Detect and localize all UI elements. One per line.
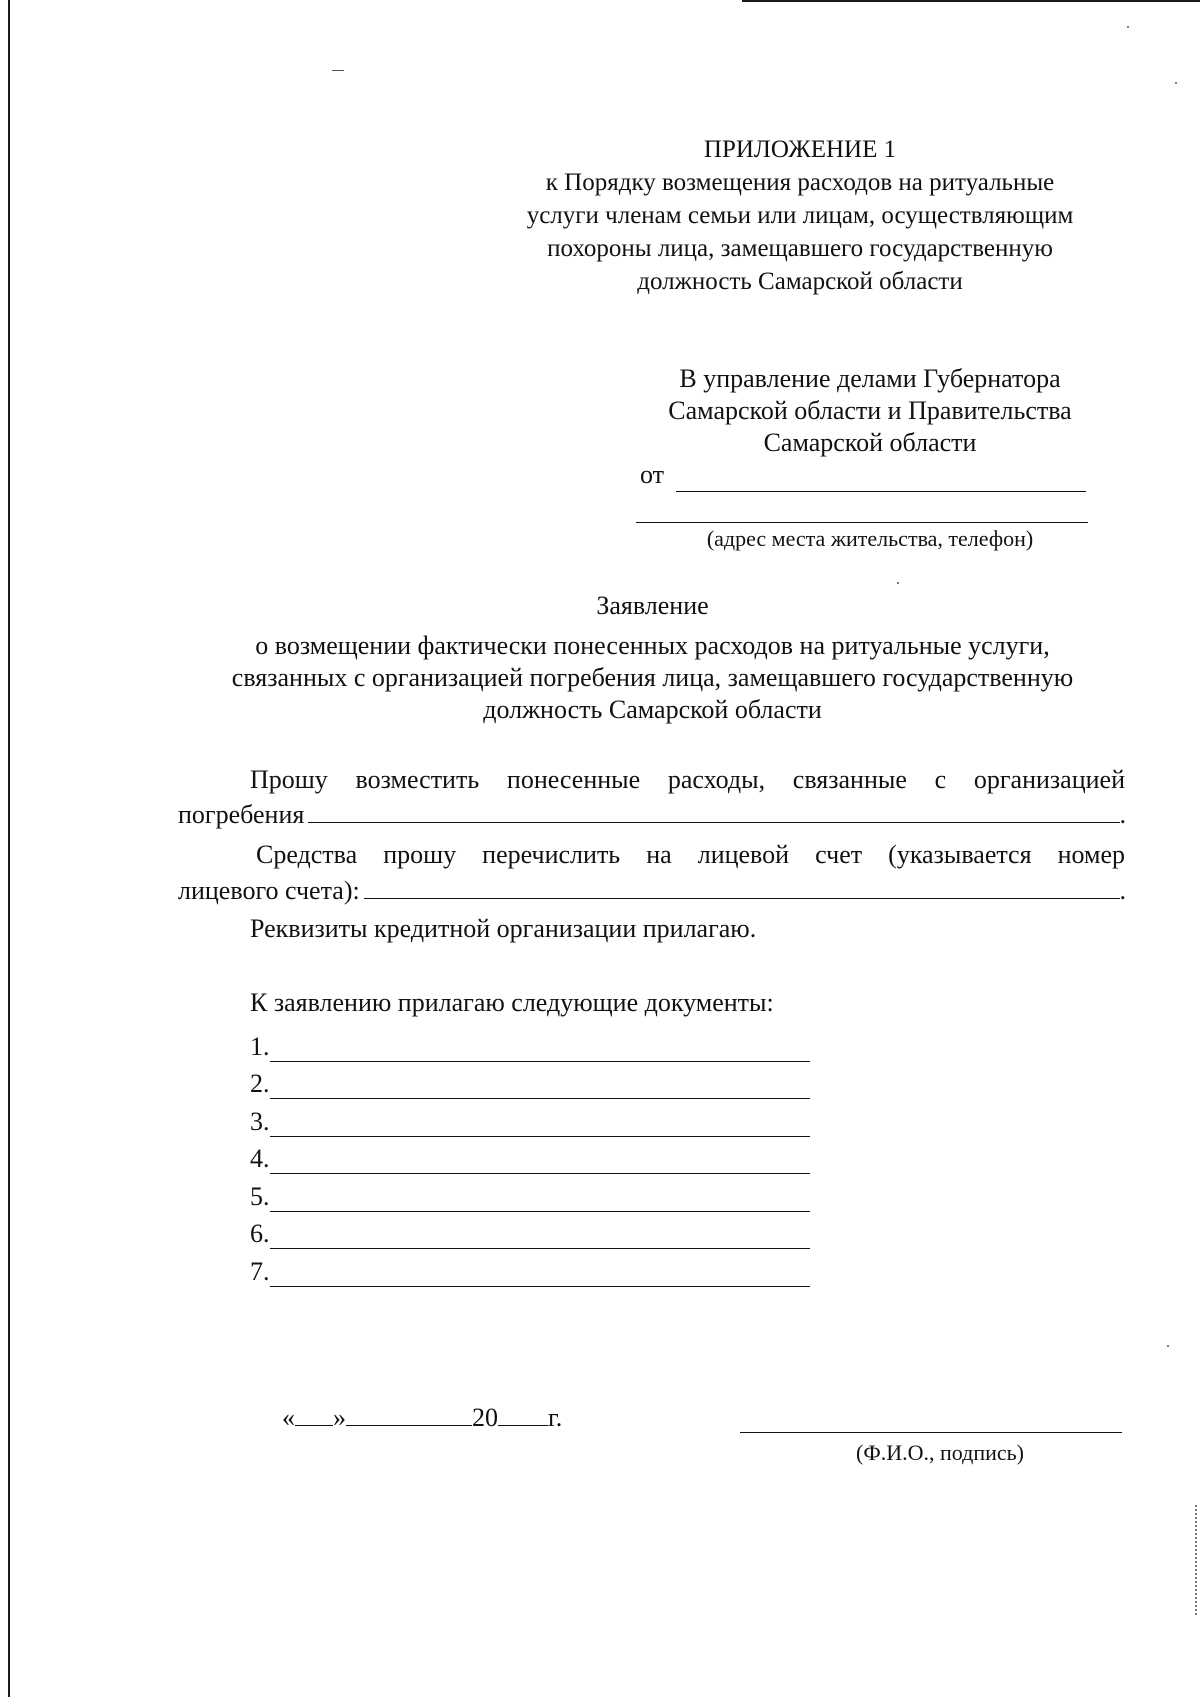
document-item [250,1174,810,1212]
day-field[interactable] [295,1403,333,1426]
signature-field[interactable] [740,1432,1122,1433]
document-number: 1. [250,1031,270,1061]
scan-speck [332,70,344,71]
document-item [250,1024,810,1062]
signature-caption: (Ф.И.О., подпись) [856,1440,1024,1465]
year-prefix: 20 [472,1403,498,1432]
document-number: 4. [250,1144,270,1173]
applicant-address-field[interactable] [636,522,1088,523]
address-caption: (адрес места жительства, телефон) [706,526,1034,551]
document-field[interactable] [270,1145,811,1174]
quote-open: « [282,1403,295,1432]
page-edge-top [742,0,1200,2]
document-number: 5. [250,1181,270,1211]
request-paragraph: Прошу возместить понесенные расходы, связанные с организацией [250,765,1125,794]
page-edge-left [8,0,10,1697]
document-number: 6. [250,1219,270,1248]
document-number: 7. [250,1256,270,1286]
burial-period: . [1119,800,1126,829]
appendix-line: должность Самарской области [637,268,963,295]
account-number-field[interactable] [364,874,1120,899]
burial-row [178,798,1126,831]
subtitle-line: связанных с организацией погребения лица, замещавшего государственную [231,663,1074,692]
document-item [250,1249,810,1287]
year-field[interactable] [498,1403,548,1426]
addressee-line: В управление делами Губернатора [679,364,1061,393]
appendix-line: к Порядку возмещения расходов на ритуальные [545,169,1055,196]
transfer-paragraph: Средства прошу перечислить на лицевой счет (указывается номер [256,840,1125,869]
document-number: 3. [250,1106,270,1136]
account-row [178,874,1126,907]
documents-intro: К заявлению прилагаю следующие документы: [250,988,774,1017]
addressee-block [620,363,1120,459]
document-item [250,1212,810,1250]
document-field[interactable] [270,1183,811,1212]
document-item [250,1099,810,1137]
appendix-title: ПРИЛОЖЕНИЕ 1 [703,136,897,163]
scan-speck [1127,26,1129,28]
scan-edge-marks [1195,1505,1199,1615]
document-number: 2. [250,1069,270,1098]
document-item [250,1062,810,1100]
addressee-line: Самарской области и Правительства [668,396,1072,425]
quote-close: » [333,1403,346,1432]
document-field[interactable] [270,1220,811,1249]
burial-label: погребения [178,800,305,829]
appendix-block [470,133,1130,298]
date-field-group [282,1402,562,1434]
document-field[interactable] [270,1258,811,1287]
document-field[interactable] [270,1033,811,1062]
scan-speck [1175,82,1177,84]
month-field[interactable] [346,1403,472,1426]
applicant-name-field[interactable] [676,491,1086,492]
scan-speck [1167,1345,1169,1347]
statement-subtitle [170,630,1135,726]
statement-title: Заявление [596,591,709,620]
burial-field[interactable] [308,798,1119,823]
addressee-line: Самарской области [763,428,977,457]
year-suffix: г. [548,1403,563,1432]
scan-speck [897,582,899,584]
account-label: лицевого счета): [178,876,360,905]
document-item [250,1137,810,1175]
bank-details-text: Реквизиты кредитной организации прилагаю. [250,914,757,943]
appendix-line: услуги членам семьи или лицам, осуществляющим [526,202,1074,229]
appendix-line: похороны лица, замещавшего государственную [547,235,1053,262]
documents-list [250,1024,810,1287]
from-label: от [640,460,665,489]
account-period: . [1119,876,1126,905]
document-field[interactable] [270,1070,811,1099]
subtitle-line: должность Самарской области [483,695,822,724]
document-field[interactable] [270,1108,811,1137]
subtitle-line: о возмещении фактически понесенных расходов на ритуальные услуги, [255,631,1050,660]
